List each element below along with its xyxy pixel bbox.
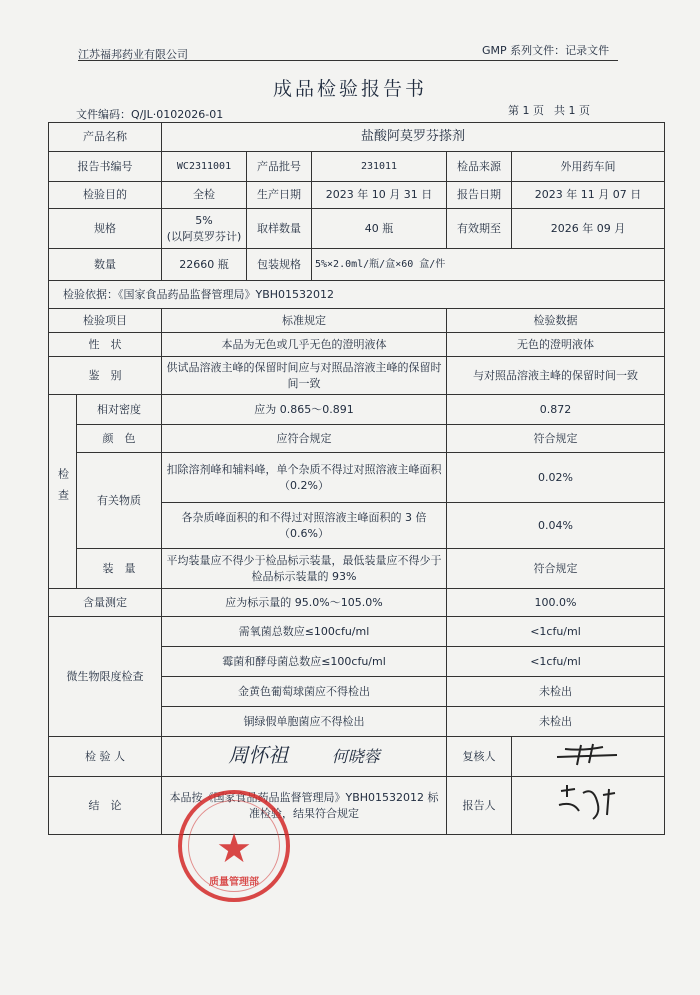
filling-result: 符合规定 bbox=[447, 549, 665, 589]
quantity-label: 数量 bbox=[49, 249, 162, 281]
micro-result-4: 未检出 bbox=[447, 707, 665, 737]
row-density bbox=[49, 395, 665, 425]
purpose-value: 全检 bbox=[162, 182, 247, 209]
color-standard: 应符合规定 bbox=[162, 425, 447, 453]
sample-qty: 40 瓶 bbox=[312, 209, 447, 249]
batch-number: 231011 bbox=[312, 152, 447, 182]
identification-label: 鉴 别 bbox=[49, 357, 162, 395]
micro-standard-2: 霉菌和酵母菌总数应≤100cfu/ml bbox=[162, 647, 447, 677]
conclusion-text: 本品按《国家食品药品监督管理局》YBH01532012 标准检验，结果符合规定 bbox=[162, 777, 447, 835]
identification-result: 与对照品溶液主峰的保留时间一致 bbox=[447, 357, 665, 395]
row-column-headers bbox=[49, 309, 665, 333]
packaging-value: 5%×2.0ml/瓶/盒×60 盒/件 bbox=[312, 249, 665, 281]
expiry-label: 有效期至 bbox=[447, 209, 512, 249]
row-purpose bbox=[49, 182, 665, 209]
check-group-label bbox=[49, 395, 77, 589]
spec-line1: 5% bbox=[195, 213, 213, 227]
row-quantity bbox=[49, 249, 665, 281]
appearance-result: 无色的澄明液体 bbox=[447, 333, 665, 357]
inspector-name-2: 何晓蓉 bbox=[331, 746, 380, 766]
conclusion-label: 结 论 bbox=[49, 777, 162, 835]
spec-value bbox=[162, 209, 247, 249]
reporter-label: 报告人 bbox=[447, 777, 512, 835]
batch-label: 产品批号 bbox=[247, 152, 312, 182]
row-assay bbox=[49, 589, 665, 617]
row-inspector bbox=[49, 737, 665, 777]
density-standard: 应为 0.865～0.891 bbox=[162, 395, 447, 425]
seal-text: 质量管理部 bbox=[209, 877, 259, 888]
spec-label: 规格 bbox=[49, 209, 162, 249]
inspector-signature bbox=[162, 737, 447, 777]
production-date-label: 生产日期 bbox=[247, 182, 312, 209]
row-micro-1 bbox=[49, 617, 665, 647]
row-filling bbox=[49, 549, 665, 589]
col-header-standard: 标准规定 bbox=[162, 309, 447, 333]
row-spec bbox=[49, 209, 665, 249]
reviewer-signature bbox=[512, 737, 665, 777]
row-identification bbox=[49, 357, 665, 395]
inspection-report-table bbox=[48, 122, 665, 835]
source-label: 检品来源 bbox=[447, 152, 512, 182]
impurities-standard-2: 各杂质峰面积的和不得过对照溶液主峰面积的 3 倍（0.6%） bbox=[162, 503, 447, 549]
quantity-value: 22660 瓶 bbox=[162, 249, 247, 281]
header-divider bbox=[78, 60, 618, 61]
appearance-label: 性 状 bbox=[49, 333, 162, 357]
reporter-signature bbox=[512, 777, 665, 835]
row-report-number bbox=[49, 152, 665, 182]
col-header-item: 检验项目 bbox=[49, 309, 162, 333]
micro-result-1: <1cfu/ml bbox=[447, 617, 665, 647]
inspector-name: 周怀祖 bbox=[228, 742, 289, 767]
micro-result-2: <1cfu/ml bbox=[447, 647, 665, 677]
seal-star-icon: ★ bbox=[216, 826, 252, 872]
page-title: 成品检验报告书 bbox=[272, 78, 427, 100]
density-result: 0.872 bbox=[447, 395, 665, 425]
document-type: GMP 系列文件：记录文件 bbox=[482, 44, 610, 57]
micro-standard-3: 金黄色葡萄球菌应不得检出 bbox=[162, 677, 447, 707]
document-number: 文件编码：Q/JL·0102026-01 bbox=[76, 108, 224, 121]
filling-label: 装 量 bbox=[77, 549, 162, 589]
density-label: 相对密度 bbox=[77, 395, 162, 425]
report-date-label: 报告日期 bbox=[447, 182, 512, 209]
expiry-date: 2026 年 09 月 bbox=[512, 209, 665, 249]
report-number-label: 报告书编号 bbox=[49, 152, 162, 182]
purpose-label: 检验目的 bbox=[49, 182, 162, 209]
page-info bbox=[498, 102, 590, 118]
spec-line2: (以阿莫罗芬计) bbox=[166, 229, 242, 243]
assay-standard: 应为标示量的 95.0%～105.0% bbox=[162, 589, 447, 617]
reviewer-signature-scribble bbox=[553, 741, 623, 767]
row-impurities-1 bbox=[49, 453, 665, 503]
micro-label: 微生物限度检查 bbox=[49, 617, 162, 737]
reviewer-label: 复核人 bbox=[447, 737, 512, 777]
page-current: 第 1 页 bbox=[508, 104, 544, 117]
impurities-label: 有关物质 bbox=[77, 453, 162, 549]
inspector-label: 检 验 人 bbox=[49, 737, 162, 777]
appearance-standard: 本品为无色或几乎无色的澄明液体 bbox=[162, 333, 447, 357]
page-total: 共 1 页 bbox=[554, 104, 590, 117]
product-name: 盐酸阿莫罗芬搽剂 bbox=[162, 123, 665, 152]
micro-result-3: 未检出 bbox=[447, 677, 665, 707]
company-name: 江苏福邦药业有限公司 bbox=[78, 48, 188, 61]
row-basis bbox=[49, 281, 665, 309]
source-value: 外用药车间 bbox=[512, 152, 665, 182]
impurities-standard-1: 扣除溶剂峰和辅料峰，单个杂质不得过对照溶液主峰面积（0.2%） bbox=[162, 453, 447, 503]
identification-standard: 供试品溶液主峰的保留时间应与对照品溶液主峰的保留时间一致 bbox=[162, 357, 447, 395]
color-label: 颜 色 bbox=[77, 425, 162, 453]
report-number: WC2311001 bbox=[162, 152, 247, 182]
assay-result: 100.0% bbox=[447, 589, 665, 617]
inspection-basis: 检验依据：《国家食品药品监督管理局》YBH01532012 bbox=[49, 281, 665, 309]
filling-standard: 平均装量应不得少于检品标示装量，最低装量应不得少于检品标示装量的 93% bbox=[162, 549, 447, 589]
impurities-result-1: 0.02% bbox=[447, 453, 665, 503]
micro-standard-1: 需氧菌总数应≤100cfu/ml bbox=[162, 617, 447, 647]
production-date: 2023 年 10 月 31 日 bbox=[312, 182, 447, 209]
row-appearance bbox=[49, 333, 665, 357]
row-conclusion bbox=[49, 777, 665, 835]
assay-label: 含量测定 bbox=[49, 589, 162, 617]
color-result: 符合规定 bbox=[447, 425, 665, 453]
row-product-name bbox=[49, 123, 665, 152]
product-name-label: 产品名称 bbox=[49, 123, 162, 152]
reporter-signature-scribble bbox=[553, 781, 623, 825]
check-group-text: 检查 bbox=[56, 468, 70, 510]
row-color bbox=[49, 425, 665, 453]
report-date: 2023 年 11 月 07 日 bbox=[512, 182, 665, 209]
packaging-label: 包装规格 bbox=[247, 249, 312, 281]
col-header-result: 检验数据 bbox=[447, 309, 665, 333]
micro-standard-4: 铜绿假单胞菌应不得检出 bbox=[162, 707, 447, 737]
impurities-result-2: 0.04% bbox=[447, 503, 665, 549]
sample-qty-label: 取样数量 bbox=[247, 209, 312, 249]
